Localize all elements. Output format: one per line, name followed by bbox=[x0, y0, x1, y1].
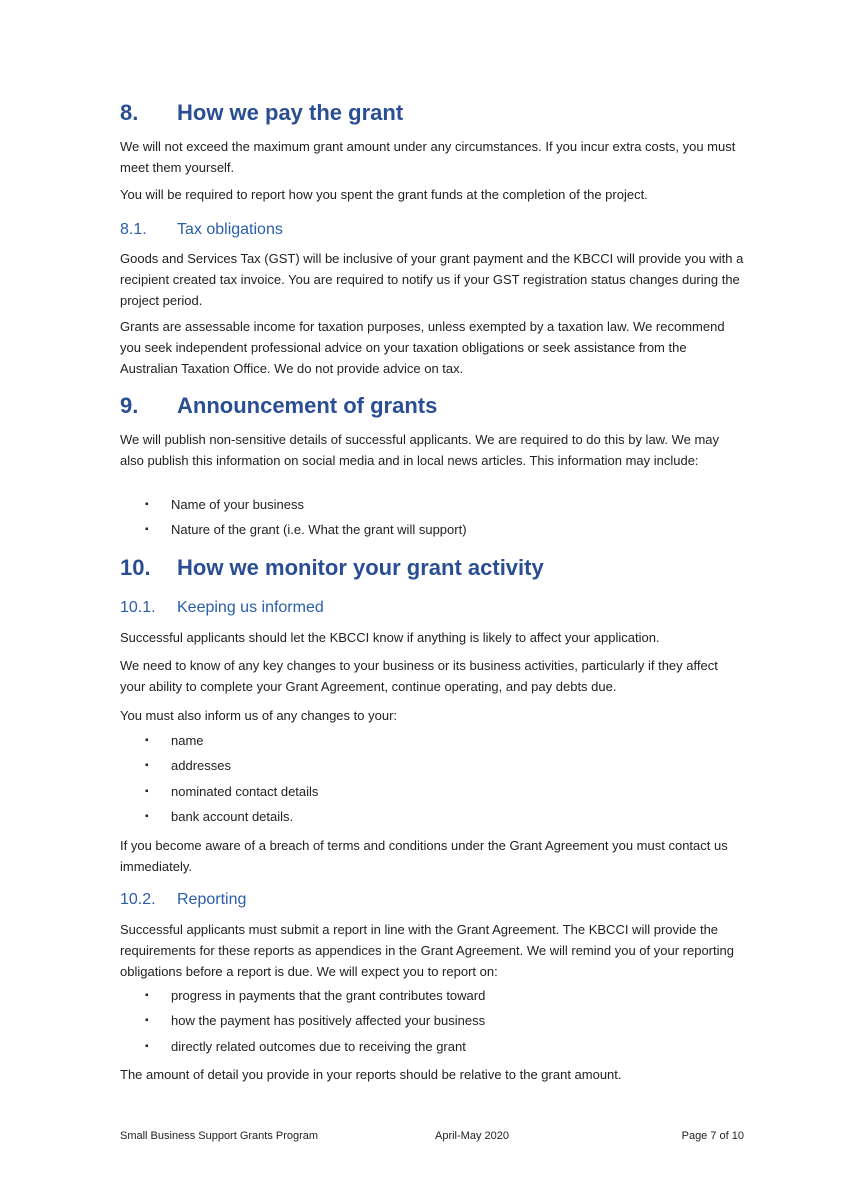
paragraph: You must also inform us of any changes to your: bbox=[120, 708, 398, 723]
heading-number: 8.1. bbox=[120, 221, 147, 238]
paragraph: Successful applicants must submit a report in line with the Grant Agreement. The KBCCI will provide the requirements for these reports as appendices in the Grant Agreement. We will remind you of your reporting obligations before a report is due. We will expect you to report on: bbox=[120, 922, 734, 979]
list-item: ▪ bank account details. bbox=[145, 806, 293, 827]
paragraph: Successful applicants should let the KBCCI know if anything is likely to affect your application. bbox=[120, 630, 660, 645]
heading-title: Tax obligations bbox=[177, 221, 283, 238]
paragraph: Grants are assessable income for taxation purposes, unless exempted by a taxation law. We recommend you seek independent professional advice on your taxation obligations or seek assistance from the Australian Taxation Office. We do not provide advice on tax. bbox=[120, 319, 725, 376]
list-item: ▪ progress in payments that the grant contributes toward bbox=[145, 985, 485, 1006]
heading-number: 8. bbox=[120, 100, 139, 125]
paragraph: The amount of detail you provide in your reports should be relative to the grant amount. bbox=[120, 1067, 622, 1082]
bullet-icon: ▪ bbox=[145, 1015, 149, 1026]
heading-section-9 bbox=[120, 393, 437, 419]
list-item: ▪ addresses bbox=[145, 755, 231, 776]
list-item: ▪ directly related outcomes due to receiving the grant bbox=[145, 1036, 466, 1057]
heading-section-10-2 bbox=[120, 890, 246, 910]
paragraph: You will be required to report how you spent the grant funds at the completion of the project. bbox=[120, 187, 648, 202]
heading-number: 10. bbox=[120, 555, 151, 580]
footer-page-number: Page 7 of 10 bbox=[681, 1130, 744, 1142]
bullet-icon: ▪ bbox=[145, 786, 149, 797]
heading-section-8-1 bbox=[120, 220, 283, 240]
list-item: ▪ nominated contact details bbox=[145, 781, 318, 802]
heading-title: Keeping us informed bbox=[177, 599, 324, 616]
heading-title: How we pay the grant bbox=[177, 100, 404, 125]
heading-number: 10.1. bbox=[120, 599, 156, 616]
list-item: ▪ how the payment has positively affected your business bbox=[145, 1010, 485, 1031]
paragraph: We will publish non-sensitive details of successful applicants. We are required to do this by law. We may also publish this information on social media and in local news articles. This information may include: bbox=[120, 432, 720, 468]
heading-section-10-1 bbox=[120, 598, 324, 618]
heading-title: Reporting bbox=[177, 891, 247, 908]
heading-number: 10.2. bbox=[120, 891, 156, 908]
heading-section-8 bbox=[120, 100, 403, 126]
paragraph: If you become aware of a breach of terms and conditions under the Grant Agreement you must contact us immediately. bbox=[120, 838, 728, 874]
paragraph: We will not exceed the maximum grant amount under any circumstances. If you incur extra costs, you must meet them yourself. bbox=[120, 139, 736, 175]
bullet-icon: ▪ bbox=[145, 499, 149, 510]
paragraph: Goods and Services Tax (GST) will be inclusive of your grant payment and the KBCCI will provide you with a recipient created tax invoice. You are required to notify us if your GST registration status changes during the project period. bbox=[120, 251, 744, 308]
bullet-icon: ▪ bbox=[145, 524, 149, 535]
bullet-icon: ▪ bbox=[145, 1041, 149, 1052]
heading-title: How we monitor your grant activity bbox=[177, 555, 544, 580]
bullet-icon: ▪ bbox=[145, 735, 149, 746]
heading-section-10 bbox=[120, 555, 544, 581]
heading-number: 9. bbox=[120, 393, 139, 418]
bullet-icon: ▪ bbox=[145, 811, 149, 822]
bullet-icon: ▪ bbox=[145, 990, 149, 1001]
list-item: ▪ Nature of the grant (i.e. What the grant will support) bbox=[145, 519, 467, 540]
list-item: ▪ Name of your business bbox=[145, 494, 304, 515]
heading-title: Announcement of grants bbox=[177, 393, 438, 418]
list-item: ▪ name bbox=[145, 730, 204, 751]
footer-date: April-May 2020 bbox=[435, 1130, 509, 1142]
footer-program-name: Small Business Support Grants Program bbox=[120, 1130, 319, 1142]
paragraph: We need to know of any key changes to your business or its business activities, particularly if they affect your ability to complete your Grant Agreement, continue operating, and pay debts due. bbox=[120, 658, 718, 694]
bullet-icon: ▪ bbox=[145, 760, 149, 771]
